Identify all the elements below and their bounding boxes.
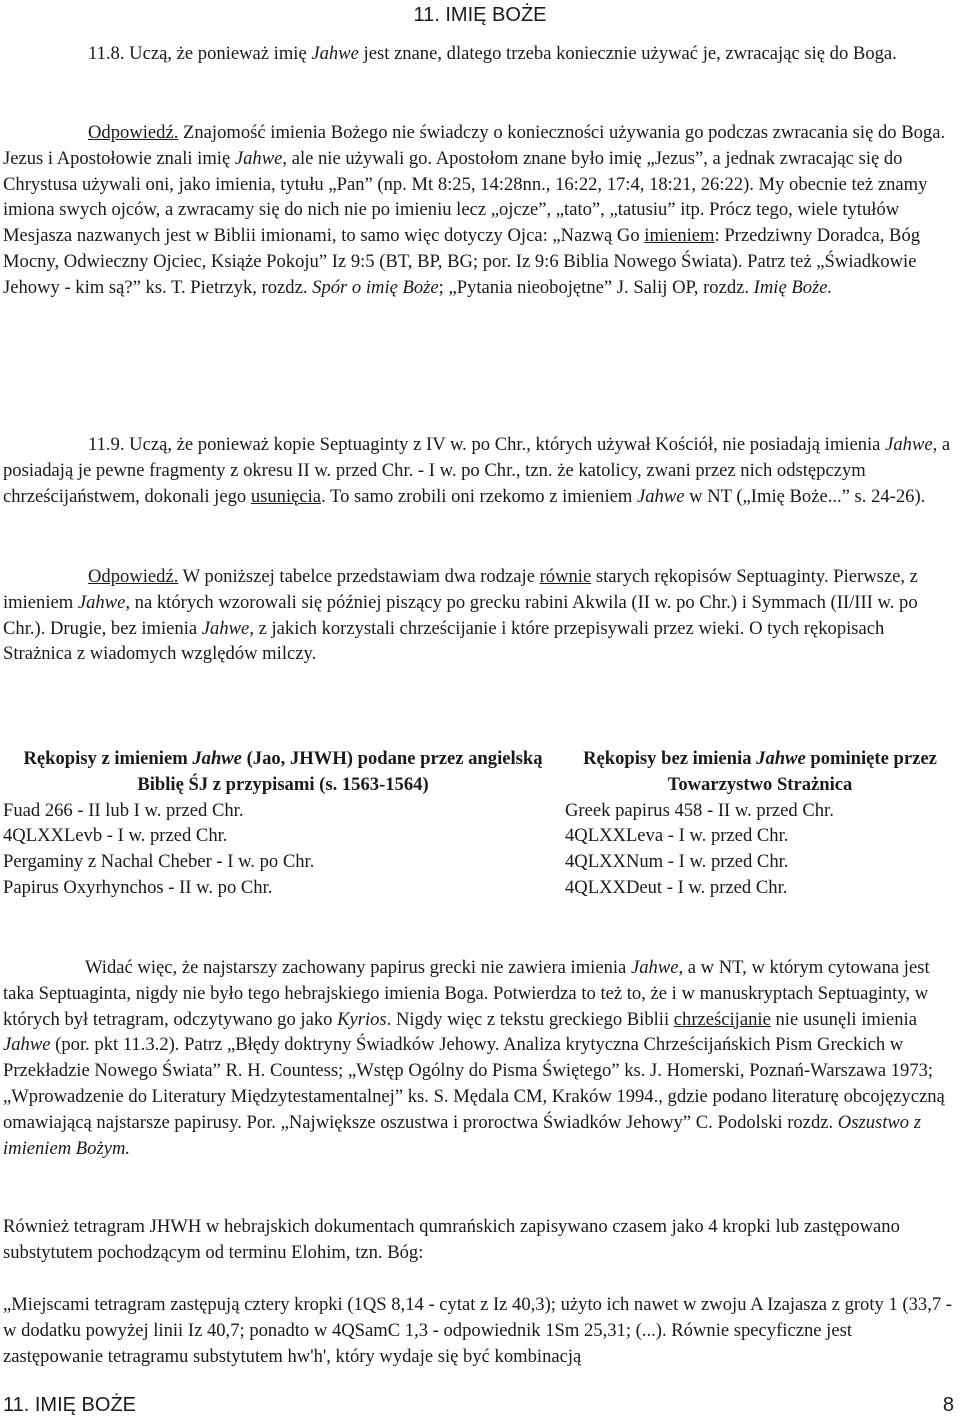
page-header-title: 11. IMIĘ BOŻE [413, 4, 547, 26]
table-row: 4QLXXLeva - I w. przed Chr. [565, 825, 789, 847]
table-row: 4QLXXDeut - I w. przed Chr. [565, 876, 788, 898]
table-row: Pergaminy z Nachal Cheber - I w. po Chr. [3, 851, 315, 873]
underlined-word: równie [539, 566, 592, 587]
table-row: Greek papirus 458 - II w. przed Chr. [565, 799, 834, 821]
question-number: 11.9. [88, 434, 125, 455]
question-number: 11.8. [88, 43, 125, 64]
underlined-word: chrześcijanie [673, 1008, 771, 1030]
table-left-column [3, 746, 563, 901]
answer-label: Odpowiedź. [88, 566, 179, 587]
paragraph-conclusion: Widać więc, że najstarszy zachowany papirus grecki nie zawiera imienia Jahwe, a w NT, w którym cytowana jest taka Septuaginta, nigdy nie było tego hebrajskiego imienia Boga. Potwierdza to też to, że i w manuskryptach Septuaginty, w których był tetragram, odczytywano go jako Kyrios. Nigdy więc z tekstu greckiego Biblii chrześcijanie nie usunęli imienia Jahwe (por. pkt 11.3.2). Patrz „Błędy doktryny Świadków Jehowy. Analiza krytyczna Chrześcijańskich Pism Greckich w Przekładzie Nowego Świata” R. H. Countess; „Wstęp Ogólny do Pisma Świętego” ks. J. Homerski, Poznań-Warszawa 1973; „Wprowadzenie do Literatury Międzytestamentalnej” ks. S. Mędala CM, Kraków 1994., gdzie podano literaturę obcojęzyczną omawiającą najstarsze papirusy. Por. „Największe oszustwa i proroctwa Świadków Jehowy” C. Podolski rozdz. Oszustwo z imieniem Bożym. [3, 957, 945, 1159]
table-right-header: Rękopisy bez imienia Jahwe pominięte przez Towarzystwo Strażnica [583, 748, 937, 795]
question-11-8: 11.8. Uczą, że ponieważ imię Jahwe jest znane, dlatego trzeba koniecznie używać je, zwracając się do Boga. [88, 43, 897, 64]
table-row: 4QLXXNum - I w. przed Chr. [565, 851, 789, 873]
underlined-word: imieniem [644, 225, 715, 247]
page-footer-title: 11. IMIĘ BOŻE [3, 1394, 136, 1416]
answer-11-8: Odpowiedź. Znajomość imienia Bożego nie świadczy o konieczności używania go podczas zwracania się do Boga. Jezus i Apostołowie znali imię Jahwe, ale nie używali go. Apostołom znane było imię „Jezus”, a jednak zwracając się do Chrystusa używali oni, jako imienia, tytułu „Pan” (np. Mt 8:25, 14:28nn., 16:22, 17:4, 18:21, 26:22). My obecnie też znamy imiona swych ojców, a zwracamy się do nich nie po imieniu lecz „ojcze”, „tato”, „tatusiu” itp. Prócz tego, wiele tytułów Mesjasza nazwanych jest w Biblii imionami, to samo więc dotyczy Ojca: „Nazwą Go imieniem: Przedziwny Doradca, Bóg Mocny, Odwieczny Ojciec, Książe Pokoju” Iz 9:5 (BT, BP, BG; por. Iz 9:6 Biblia Nowego Świata). Patrz też „Świadkowie Jehowy - kim są?” ks. T. Pietrzyk, rozdz. Spór o imię Boże; „Pytania nieobojętne” J. Salij OP, rozdz. Imię Boże. [3, 122, 946, 298]
table-right-column [565, 746, 955, 901]
paragraph-quote: „Miejscami tetragram zastępują cztery kropki (1QS 8,14 - cytat z Iz 40,3); użyto ich nawet w zwoju A Izajasza z groty 1 (33,7 - w dodatku powyżej linii Iz 40,7; ponadto w 4QSamC 1,3 - odpowiednik 1Sm 25,31; (...). Równie specyficzne jest zastępowanie tetragramu substytutem hw'h', który wydaje się być kombinacją [3, 1294, 952, 1367]
table-row: Fuad 266 - II lub I w. przed Chr. [3, 799, 244, 821]
underlined-word: usunięcia [250, 485, 322, 507]
question-11-9: 11.9. Uczą, że ponieważ kopie Septuaginty z IV w. po Chr., których używał Kościół, nie posiadają imienia Jahwe, a posiadają je pewne fragmenty z okresu II w. przed Chr. - I w. po Chr., tzn. że katolicy, zwani przez nich odstępczym chrześcijaństwem, dokonali jego usunięcia. To samo zrobili oni rzekomo z imieniem Jahwe w NT („Imię Boże...” s. 24-26). [3, 434, 951, 507]
answer-label: Odpowiedź. [88, 122, 179, 143]
page-number: 8 [942, 1394, 954, 1416]
table-left-header: Rękopisy z imieniem Jahwe (Jao, JHWH) podane przez angielską Biblię ŚJ z przypisami (s. 1563-1564) [23, 748, 543, 795]
paragraph-tetragram: Również tetragram JHWH w hebrajskich dokumentach qumrańskich zapisywano czasem jako 4 kropki lub zastępowano substytutem pochodzącym od terminu Elohim, tzn. Bóg: [3, 1216, 900, 1263]
table-row: Papirus Oxyrhynchos - II w. po Chr. [3, 876, 273, 898]
table-row: 4QLXXLevb - I w. przed Chr. [3, 825, 228, 847]
answer-11-9: Odpowiedź. W poniższej tabelce przedstawiam dwa rodzaje równie starych rękopisów Septuaginty. Pierwsze, z imieniem Jahwe, na których wzorowali się później piszący po grecku rabini Akwila (II w. po Chr.) i Symmach (II/III w. po Chr.). Drugie, bez imienia Jahwe, z jakich korzystali chrześcijanie i które przepisywali przez wieki. O tych rękopisach Strażnica z wiadomych względów milczy. [3, 566, 918, 665]
